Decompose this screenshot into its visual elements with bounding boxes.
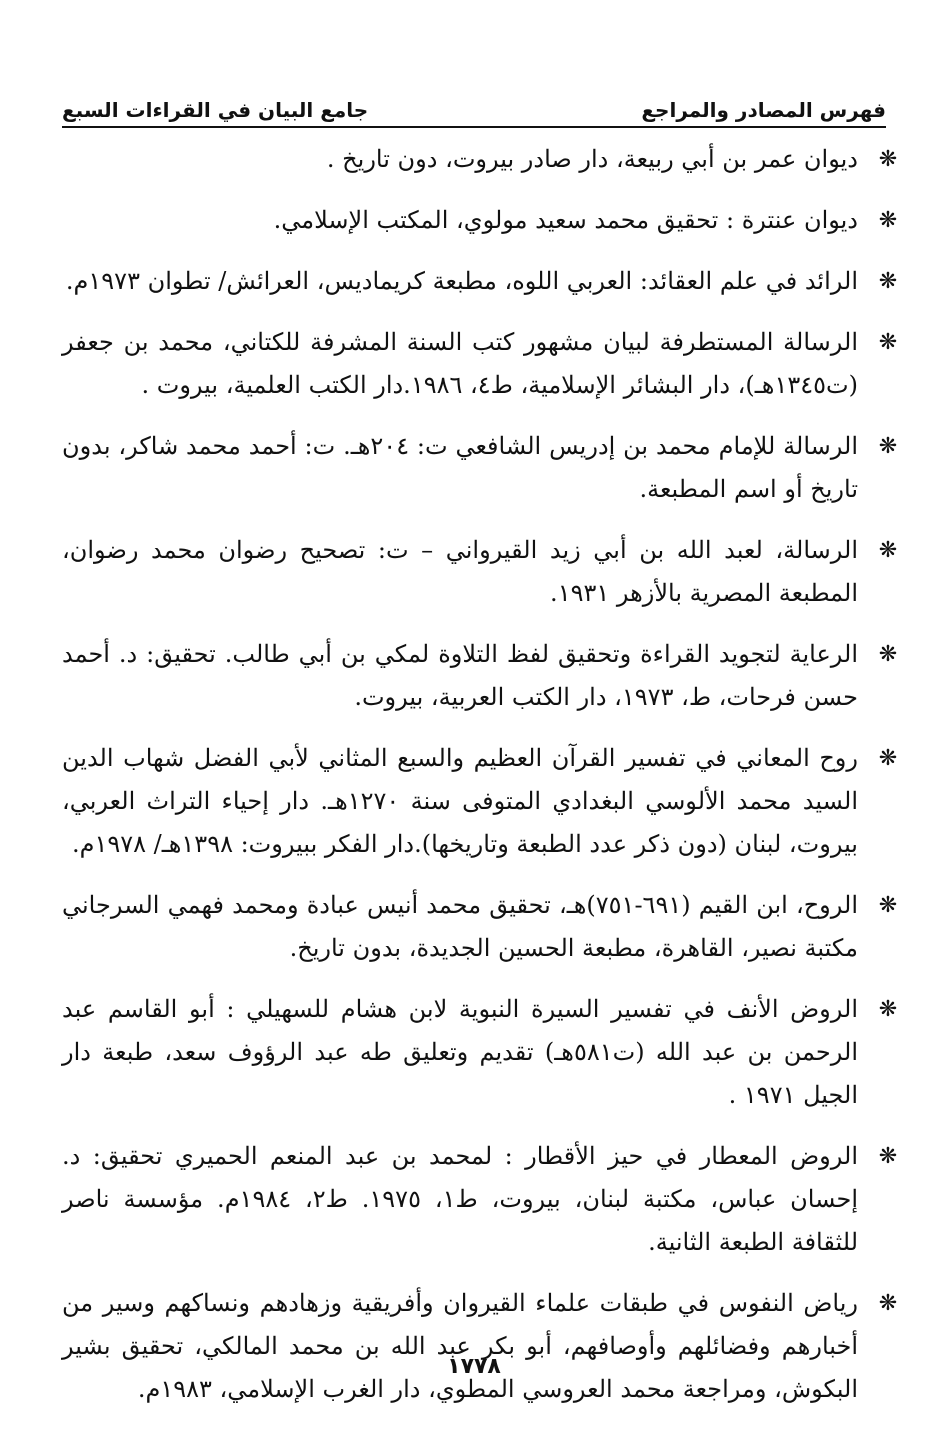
entry-text: الروض المعطار في حيز الأقطار : لمحمد بن عبد المنعم الحميري تحقيق: د. إحسان عباس، مكتبة لبنان، بيروت، ط١، ١٩٧٥. ط٢، ١٩٨٤م. مؤسسة ناصر للثقافة الطبعة الثانية.: [62, 1142, 859, 1256]
star-bullet-icon: ❋: [878, 434, 898, 459]
bibliography-entry: [62, 199, 898, 242]
bibliography-entry: [62, 884, 898, 970]
entry-text: ديوان عمر بن أبي ربيعة، دار صادر بيروت، دون تاريخ .: [326, 145, 858, 173]
bibliography-entry: [62, 988, 898, 1117]
bibliography-entry: [62, 633, 898, 719]
entry-text: الرائد في علم العقائد: العربي اللوه، مطبعة كريماديس، العرائش/ تطوان ١٩٧٣م.: [65, 267, 858, 295]
bibliography-entry: [62, 1282, 898, 1411]
star-bullet-icon: ❋: [878, 642, 898, 667]
bibliography-entry: [62, 1135, 898, 1264]
star-bullet-icon: ❋: [878, 1291, 898, 1316]
bibliography-entry: [62, 260, 898, 303]
bibliography-entry: [62, 425, 898, 511]
entry-text: رياض النفوس في طبقات علماء القيروان وأفريقية وزهادهم ونساكهم وسير من أخبارهم وفضائلهم وأوصافهم، أبو بكر عبد الله بن محمد المالكي، تحقيق بشير البكوش، ومراجعة محمد العروسي المطوي، دار الغرب الإسلامي، ١٩٨٣م.: [62, 1289, 858, 1403]
star-bullet-icon: ❋: [878, 997, 898, 1022]
star-bullet-icon: ❋: [878, 538, 898, 563]
star-bullet-icon: ❋: [878, 893, 898, 918]
bibliography-list: [62, 138, 898, 1429]
star-bullet-icon: ❋: [878, 208, 898, 233]
header-left-title: جامع البيان في القراءات السبع: [62, 98, 369, 122]
bibliography-entry: [62, 138, 898, 181]
entry-text: روح المعاني في تفسير القرآن العظيم والسبع المثاني لأبي الفضل شهاب الدين السيد محمد الألوسي البغدادي المتوفى سنة ١٢٧٠هـ. دار إحياء التراث العربي، بيروت، لبنان (دون ذكر عدد الطبعة وتاريخها).دار الفكر ببيروت: ١٣٩٨هـ/ ١٩٧٨م.: [62, 744, 859, 858]
entry-text: الرسالة، لعبد الله بن أبي زيد القيرواني – ت: تصحيح رضوان محمد رضوان، المطبعة المصرية بالأزهر ١٩٣١.: [62, 536, 858, 607]
page-number: ١٧٧٨: [447, 1354, 501, 1379]
star-bullet-icon: ❋: [878, 746, 898, 771]
entry-text: الرسالة المستطرفة لبيان مشهور كتب السنة المشرفة للكتاني، محمد بن جعفر (ت١٣٤٥هـ)، دار البشائر الإسلامية، ط٤، ١٩٨٦.دار الكتب العلمية، بيروت .: [62, 328, 858, 399]
header-right-title: فهرس المصادر والمراجع: [641, 98, 886, 122]
star-bullet-icon: ❋: [878, 1144, 898, 1169]
entry-text: الروض الأنف في تفسير السيرة النبوية لابن هشام للسهيلي : أبو القاسم عبد الرحمن بن عبد الله (ت٥٨١هـ) تقديم وتعليق طه عبد الرؤوف سعد، طبعة دار الجيل ١٩٧١ .: [62, 995, 858, 1109]
entry-text: الرعاية لتجويد القراءة وتحقيق لفظ التلاوة لمكي بن أبي طالب. تحقيق: د. أحمد حسن فرحات، ط، ١٩٧٣، دار الكتب العربية، بيروت.: [62, 640, 858, 711]
running-header: [62, 82, 886, 128]
star-bullet-icon: ❋: [878, 147, 898, 172]
entry-text: الرسالة للإمام محمد بن إدريس الشافعي ت: ٢٠٤هـ. ت: أحمد محمد شاكر، بدون تاريخ أو اسم المطبعة.: [62, 432, 858, 503]
bibliography-entry: [62, 529, 898, 615]
bibliography-entry: [62, 321, 898, 407]
star-bullet-icon: ❋: [878, 269, 898, 294]
star-bullet-icon: ❋: [878, 330, 898, 355]
entry-text: الروح، ابن القيم (٦٩١-٧٥١)هـ، تحقيق محمد أنيس عبادة ومحمد فهمي السرجاني مكتبة نصير، القاهرة، مطبعة الحسين الجديدة، بدون تاريخ.: [62, 891, 858, 962]
entry-text: ديوان عنترة : تحقيق محمد سعيد مولوي، المكتب الإسلامي.: [273, 206, 858, 234]
bibliography-entry: [62, 737, 898, 866]
